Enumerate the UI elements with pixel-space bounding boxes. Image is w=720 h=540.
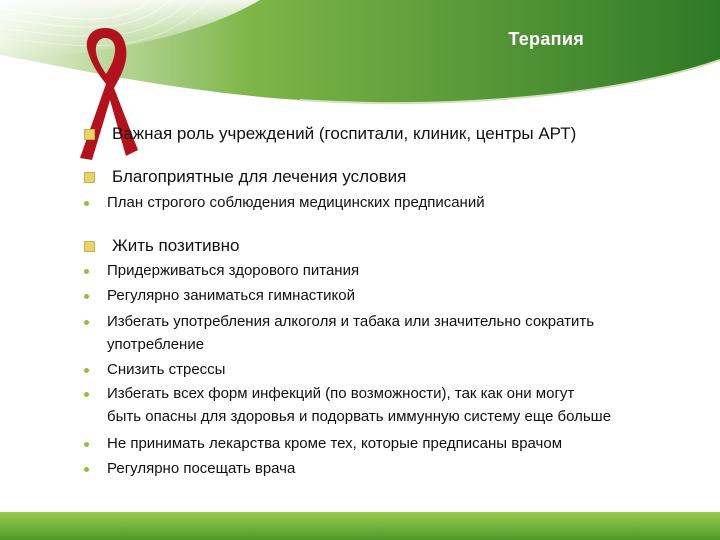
list-item: Важная роль учреждений (госпитали, клиник, центры АРТ) — [112, 124, 577, 143]
list-item: Благоприятные для лечения условия — [112, 167, 407, 186]
bullet-dot — [84, 201, 89, 206]
list-item: План строгого соблюдения медицинских предписаний — [107, 194, 485, 211]
list-item: Регулярно заниматься гимнастикой — [107, 287, 356, 304]
bullet-dot — [84, 442, 89, 447]
list-item-continuation: употребление — [107, 336, 205, 353]
bullet-dot — [84, 294, 89, 299]
bullet-marker — [84, 129, 95, 140]
bullet-dot — [84, 269, 89, 274]
bullet-dot — [84, 368, 89, 373]
list-item: Избегать употребления алкоголя и табака или значительно сократить — [107, 313, 595, 330]
list-item-continuation: быть опасны для здоровья и подорвать иммунную систему еще больше — [107, 408, 612, 425]
bullet-dot — [84, 320, 89, 325]
list-item: Избегать всех форм инфекций (по возможности), так как они могут — [107, 385, 575, 402]
bullet-marker — [84, 172, 95, 183]
list-item: Не принимать лекарства кроме тех, которые предписаны врачом — [107, 435, 563, 452]
bullet-dot — [84, 467, 89, 472]
bullet-dot — [84, 392, 89, 397]
list-item: Жить позитивно — [112, 236, 240, 255]
list-item: Регулярно посещать врача — [107, 460, 296, 477]
slide-title: Терапия — [508, 29, 584, 49]
list-item: Снизить стрессы — [107, 361, 226, 378]
bullet-marker — [84, 241, 95, 252]
footer-bar — [0, 512, 720, 540]
list-item: Придерживаться здорового питания — [107, 262, 360, 279]
